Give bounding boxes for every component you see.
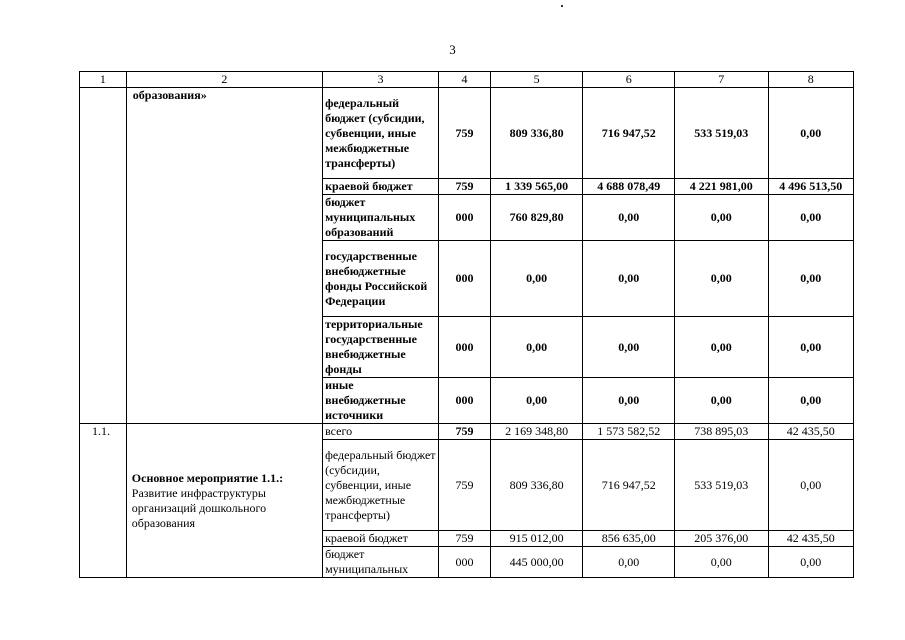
value-cell: 0,00 xyxy=(768,88,853,179)
source-cell: федеральный бюджет (субсидии, субвенции, иные межбюджетные трансферты) xyxy=(323,440,439,531)
code-cell: 759 xyxy=(439,179,491,195)
row-number-cell xyxy=(80,88,127,424)
scan-speck xyxy=(561,5,563,7)
header-cell: 1 xyxy=(80,72,127,88)
source-cell: бюджет муниципальных xyxy=(323,547,439,578)
header-cell: 8 xyxy=(768,72,853,88)
source-cell: краевой бюджет xyxy=(323,179,439,195)
value-cell: 0,00 xyxy=(674,547,768,578)
value-cell: 4 221 981,00 xyxy=(674,179,768,195)
source-cell: территориальные государственные внебюджетные фонды xyxy=(323,317,439,378)
table-row xyxy=(80,424,854,440)
value-cell: 0,00 xyxy=(674,241,768,317)
code-cell: 000 xyxy=(439,195,491,241)
header-cell: 4 xyxy=(439,72,491,88)
value-cell: 716 947,52 xyxy=(583,88,675,179)
value-cell: 0,00 xyxy=(768,378,853,424)
value-cell: 4 496 513,50 xyxy=(768,179,853,195)
header-cell: 6 xyxy=(583,72,675,88)
program-name-cell xyxy=(126,424,322,578)
source-cell: иные внебюджетные источники xyxy=(323,378,439,424)
value-cell: 856 635,00 xyxy=(583,531,675,547)
value-cell: 915 012,00 xyxy=(490,531,583,547)
row-number-cell: 1.1. xyxy=(80,424,127,578)
value-cell: 0,00 xyxy=(674,195,768,241)
activity-description: Развитие инфраструктуры организаций дошкольного образования xyxy=(131,485,267,530)
value-cell: 533 519,03 xyxy=(674,440,768,531)
source-cell: бюджет муниципальных образований xyxy=(323,195,439,241)
value-cell: 0,00 xyxy=(583,317,675,378)
value-cell: 0,00 xyxy=(674,378,768,424)
value-cell: 1 339 565,00 xyxy=(490,179,583,195)
value-cell: 445 000,00 xyxy=(490,547,583,578)
header-cell: 2 xyxy=(126,72,322,88)
activity-title: Основное мероприятие 1.1.: xyxy=(131,470,284,485)
value-cell: 1 573 582,52 xyxy=(583,424,675,440)
source-cell: федеральный бюджет (субсидии, субвенции, иные межбюджетные трансферты) xyxy=(323,88,439,179)
code-cell: 759 xyxy=(439,424,491,440)
header-cell: 3 xyxy=(323,72,439,88)
code-cell: 759 xyxy=(439,440,491,531)
value-cell: 0,00 xyxy=(583,195,675,241)
value-cell: 4 688 078,49 xyxy=(583,179,675,195)
header-cell: 5 xyxy=(490,72,583,88)
value-cell: 0,00 xyxy=(674,317,768,378)
value-cell: 0,00 xyxy=(583,547,675,578)
code-cell: 000 xyxy=(439,547,491,578)
source-cell: государственные внебюджетные фонды Российской Федерации xyxy=(323,241,439,317)
value-cell: 205 376,00 xyxy=(674,531,768,547)
value-cell: 0,00 xyxy=(583,241,675,317)
value-cell: 0,00 xyxy=(768,547,853,578)
source-cell: краевой бюджет xyxy=(323,531,439,547)
value-cell: 0,00 xyxy=(490,378,583,424)
value-cell: 716 947,52 xyxy=(583,440,675,531)
source-cell: всего xyxy=(323,424,439,440)
code-cell: 759 xyxy=(439,531,491,547)
page-number: 3 xyxy=(449,42,456,57)
header-cell: 7 xyxy=(674,72,768,88)
value-cell: 42 435,50 xyxy=(768,531,853,547)
value-cell: 42 435,50 xyxy=(768,424,853,440)
code-cell: 000 xyxy=(439,378,491,424)
table-row xyxy=(80,88,854,179)
value-cell: 0,00 xyxy=(768,241,853,317)
header-row xyxy=(80,72,854,88)
value-cell: 0,00 xyxy=(768,317,853,378)
value-cell: 0,00 xyxy=(583,378,675,424)
code-cell: 000 xyxy=(439,317,491,378)
code-cell: 759 xyxy=(439,88,491,179)
value-cell: 809 336,80 xyxy=(490,440,583,531)
value-cell: 0,00 xyxy=(490,317,583,378)
value-cell: 0,00 xyxy=(768,195,853,241)
value-cell: 809 336,80 xyxy=(490,88,583,179)
value-cell: 533 519,03 xyxy=(674,88,768,179)
value-cell: 760 829,80 xyxy=(490,195,583,241)
value-cell: 0,00 xyxy=(768,440,853,531)
code-cell: 000 xyxy=(439,241,491,317)
program-name-cell: образования» xyxy=(126,88,322,424)
value-cell: 2 169 348,80 xyxy=(490,424,583,440)
budget-table xyxy=(79,71,854,578)
value-cell: 0,00 xyxy=(490,241,583,317)
value-cell: 738 895,03 xyxy=(674,424,768,440)
